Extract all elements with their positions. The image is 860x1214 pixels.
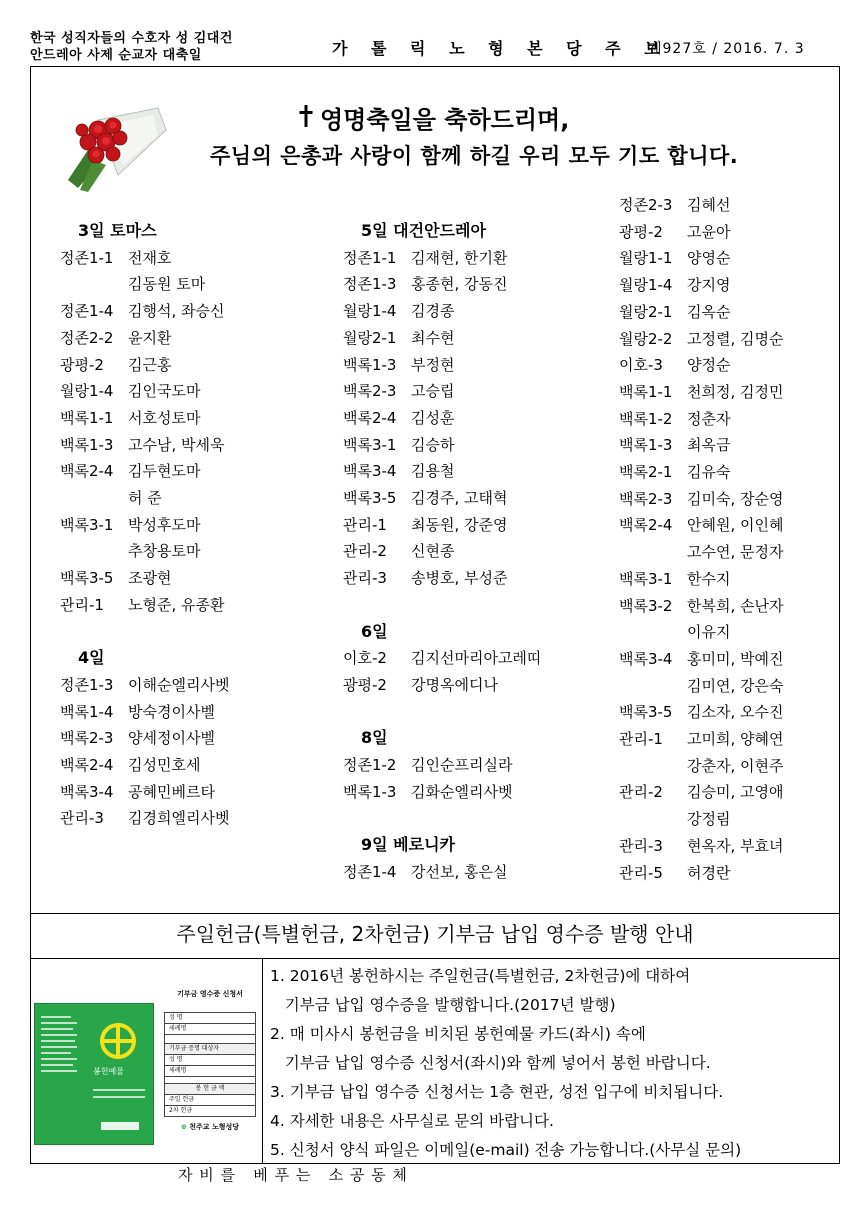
feast-entry bbox=[343, 405, 541, 432]
feast-entry bbox=[60, 565, 229, 592]
member-names: 이유지 bbox=[687, 623, 731, 642]
feast-entry bbox=[60, 378, 229, 405]
feast-entry bbox=[343, 752, 541, 779]
feast-entry bbox=[60, 592, 229, 619]
member-names: 김경희엘리사벳 bbox=[128, 809, 230, 828]
parish-zone: 백록1-3 bbox=[60, 435, 114, 454]
member-names: 강지영 bbox=[687, 276, 731, 295]
section-divider bbox=[30, 958, 840, 959]
feast-entry bbox=[60, 512, 229, 539]
parish-zone: 정존1-1 bbox=[343, 248, 397, 267]
member-names: 김근홍 bbox=[128, 355, 172, 374]
member-names: 허경란 bbox=[687, 863, 731, 882]
member-names: 김승하 bbox=[411, 435, 455, 454]
parish-zone: 백록3-4 bbox=[343, 462, 397, 481]
member-names: 고정렬, 김명순 bbox=[687, 329, 784, 348]
form-row: 주일 헌금 bbox=[165, 1095, 255, 1106]
parish-zone: 백록1-3 bbox=[343, 355, 397, 374]
footer-text: 자 비 를 베 푸 는 소 공 동 체 bbox=[178, 1166, 408, 1184]
parish-zone: 관리-1 bbox=[343, 515, 387, 534]
parish-zone: 백록2-1 bbox=[619, 463, 673, 482]
member-names: 김성훈 bbox=[411, 408, 455, 427]
parish-zone: 백록3-5 bbox=[60, 569, 114, 588]
feast-entry bbox=[60, 458, 229, 485]
feast-entry bbox=[343, 325, 541, 352]
form-footer-text: 천주교 노형성당 bbox=[189, 1123, 240, 1131]
member-names: 김소자, 오수진 bbox=[687, 703, 784, 722]
feast-entry bbox=[619, 860, 783, 887]
parish-zone: 정존1-1 bbox=[60, 248, 114, 267]
feast-entry bbox=[619, 379, 783, 406]
member-names: 김옥순 bbox=[687, 302, 731, 321]
spacer bbox=[343, 592, 541, 619]
parish-zone: 광평-2 bbox=[60, 355, 104, 374]
member-names: 김성민호세 bbox=[128, 756, 201, 775]
member-names: 고윤아 bbox=[687, 222, 731, 241]
feast-entry bbox=[619, 512, 783, 539]
feast-entry bbox=[619, 593, 783, 620]
feast-entry bbox=[619, 459, 783, 486]
feast-entry bbox=[619, 245, 783, 272]
parish-zone: 관리-2 bbox=[619, 783, 663, 802]
parish-zone: 광평-2 bbox=[619, 222, 663, 241]
issue-number: 제927호 / 2016. 7. 3 bbox=[648, 41, 805, 57]
member-names: 김인국도마 bbox=[128, 382, 201, 401]
feast-entry bbox=[343, 672, 541, 699]
feast-entry bbox=[343, 458, 541, 485]
member-names: 고수연, 문정자 bbox=[687, 543, 784, 562]
member-names: 고수남, 박세욱 bbox=[128, 435, 225, 454]
member-names: 허 준 bbox=[128, 489, 162, 508]
receipt-form bbox=[164, 990, 256, 1150]
feast-entry bbox=[619, 192, 783, 219]
feast-entry bbox=[343, 352, 541, 379]
feast-entry bbox=[619, 272, 783, 299]
member-names: 송병호, 부성준 bbox=[411, 569, 508, 588]
member-names: 신현종 bbox=[411, 542, 455, 561]
parish-zone: 정존1-3 bbox=[60, 675, 114, 694]
day-heading: 5일 대건안드레아 bbox=[361, 221, 486, 240]
feast-entry bbox=[619, 299, 783, 326]
feast-entry bbox=[60, 325, 229, 352]
flower-bouquet-icon bbox=[58, 100, 168, 195]
parish-zone: 백록1-4 bbox=[60, 702, 114, 721]
form-row: 2차 헌금 bbox=[169, 1107, 193, 1114]
parish-zone: 백록3-4 bbox=[60, 782, 114, 801]
cross-icon bbox=[298, 104, 314, 128]
notice-title: 주일헌금(특별헌금, 2차헌금) 기부금 납입 영수증 발행 안내 bbox=[176, 922, 694, 946]
parish-zone: 백록3-4 bbox=[619, 649, 673, 668]
parish-zone: 관리-1 bbox=[60, 595, 104, 614]
feast-list-column-2 bbox=[343, 218, 541, 886]
notice-item: 기부금 납입 영수증 신청서(좌시)와 함께 넣어서 봉헌 바랍니다. bbox=[270, 1054, 711, 1072]
parish-zone: 백록3-2 bbox=[619, 596, 673, 615]
feast-entry bbox=[619, 673, 783, 700]
feast-entry bbox=[343, 859, 541, 886]
parish-zone: 백록2-3 bbox=[343, 382, 397, 401]
member-names: 부정현 bbox=[411, 355, 455, 374]
card-text-lines bbox=[41, 1012, 81, 1124]
member-names: 김승미, 고영애 bbox=[687, 783, 784, 802]
parish-zone: 백록2-4 bbox=[619, 516, 673, 535]
card-label: 봉헌예물 bbox=[93, 1067, 124, 1076]
member-names: 안혜원, 이인혜 bbox=[687, 516, 784, 535]
member-names: 김혜선 bbox=[687, 196, 731, 214]
member-names: 조광현 bbox=[128, 569, 172, 588]
member-names: 김인순프리실라 bbox=[411, 756, 513, 775]
parish-zone: 광평-2 bbox=[343, 675, 387, 694]
feast-entry bbox=[619, 539, 783, 566]
form-row: 성 명 bbox=[165, 1013, 255, 1024]
parish-zone: 백록2-4 bbox=[60, 462, 114, 481]
feast-entry bbox=[60, 779, 229, 806]
form-row: 성 명 bbox=[165, 1055, 255, 1066]
greeting-subheading: 주님의 은총과 사랑이 함께 하길 우리 모두 기도 합니다. bbox=[210, 144, 739, 168]
member-names: 노형준, 유종환 bbox=[128, 595, 225, 614]
member-names: 한복희, 손난자 bbox=[687, 596, 784, 615]
member-names: 한수지 bbox=[687, 569, 731, 588]
feast-entry bbox=[619, 779, 783, 806]
bulletin-name: 가 톨 릭 노 형 본 당 주 보 bbox=[332, 39, 669, 58]
member-names: 양정순 bbox=[687, 356, 731, 375]
parish-zone: 백록1-3 bbox=[619, 436, 673, 455]
form-table bbox=[164, 1012, 256, 1117]
form-title: 기부금 영수증 신청서 bbox=[177, 990, 243, 998]
member-names: 이해순엘리사벳 bbox=[128, 675, 230, 694]
feast-entry bbox=[619, 486, 783, 513]
feast-entry bbox=[60, 298, 229, 325]
member-names: 김두현도마 bbox=[128, 462, 201, 481]
feast-entry bbox=[60, 405, 229, 432]
parish-zone: 월랑1-4 bbox=[619, 276, 673, 295]
notice-item: 4. 자세한 내용은 사무실로 문의 바랍니다. bbox=[270, 1112, 554, 1130]
member-names: 김경주, 고태혁 bbox=[411, 489, 508, 508]
feast-title-line2: 안드레아 사제 순교자 대축일 bbox=[30, 48, 202, 63]
form-row: 기부금 증명 대상자 bbox=[165, 1044, 255, 1055]
parish-zone: 백록3-1 bbox=[619, 569, 673, 588]
member-names: 추창용토마 bbox=[128, 542, 201, 561]
feast-entry bbox=[60, 432, 229, 459]
feast-list-column-1 bbox=[60, 218, 229, 832]
spacer bbox=[60, 619, 229, 646]
parish-zone: 정존1-2 bbox=[343, 756, 397, 775]
parish-zone: 정존1-4 bbox=[343, 862, 397, 881]
parish-zone: 월랑2-1 bbox=[343, 328, 397, 347]
parish-zone: 정존1-3 bbox=[343, 275, 397, 294]
feast-entry bbox=[343, 538, 541, 565]
feast-entry bbox=[619, 352, 783, 379]
parish-zone: 관리-3 bbox=[343, 569, 387, 588]
feast-title bbox=[30, 30, 233, 64]
day-heading: 3일 토마스 bbox=[78, 221, 157, 240]
member-names: 최수현 bbox=[411, 328, 455, 347]
cross-circle-icon bbox=[99, 1022, 137, 1060]
member-names: 김재현, 한기환 bbox=[411, 248, 508, 267]
member-names: 김동원 토마 bbox=[128, 275, 206, 294]
member-names: 최동원, 강준영 bbox=[411, 515, 508, 534]
member-names: 김행석, 좌승신 bbox=[128, 302, 225, 321]
feast-entry bbox=[619, 326, 783, 353]
parish-zone: 백록1-2 bbox=[619, 409, 673, 428]
day-heading: 4일 bbox=[78, 648, 105, 668]
parish-zone: 백록1-1 bbox=[60, 408, 114, 427]
feast-entry bbox=[60, 352, 229, 379]
feast-entry bbox=[343, 271, 541, 298]
member-names: 강명옥에디나 bbox=[411, 675, 498, 694]
member-names: 고미희, 양혜연 bbox=[687, 730, 784, 749]
feast-entry bbox=[60, 672, 229, 699]
notice-item: 2. 매 미사시 봉헌금을 비치된 봉헌예물 카드(좌시) 속에 bbox=[270, 1025, 646, 1043]
parish-zone: 정존2-3 bbox=[619, 196, 673, 214]
parish-zone: 백록3-1 bbox=[60, 515, 114, 534]
parish-zone: 관리-3 bbox=[619, 836, 663, 855]
member-names: 최옥금 bbox=[687, 436, 731, 455]
feast-entry bbox=[343, 645, 541, 672]
parish-zone: 월랑1-1 bbox=[619, 249, 673, 268]
feast-entry bbox=[343, 565, 541, 592]
parish-logo-icon: ⊕ bbox=[180, 1123, 187, 1131]
spacer bbox=[343, 805, 541, 832]
feast-entry bbox=[619, 806, 783, 833]
parish-zone: 월랑2-2 bbox=[619, 329, 673, 348]
member-names: 정춘자 bbox=[687, 409, 731, 428]
feast-entry bbox=[619, 753, 783, 780]
feast-entry bbox=[619, 726, 783, 753]
feast-entry bbox=[60, 485, 229, 512]
parish-zone: 월랑1-4 bbox=[60, 382, 114, 401]
member-names: 윤지환 bbox=[128, 328, 172, 347]
feast-entry bbox=[619, 699, 783, 726]
form-footer bbox=[164, 1123, 256, 1131]
feast-entry bbox=[619, 566, 783, 593]
form-row: 봉 헌 금 액 bbox=[165, 1084, 255, 1095]
member-names: 김용철 bbox=[411, 462, 455, 481]
notice-item: 5. 신청서 양식 파일은 이메일(e-mail) 전송 가능합니다.(사무실 문의) bbox=[270, 1141, 742, 1159]
feast-entry bbox=[619, 219, 783, 246]
feast-entry bbox=[619, 406, 783, 433]
member-names: 김경종 bbox=[411, 302, 455, 321]
parish-zone: 월랑2-1 bbox=[619, 302, 673, 321]
form-row: 세례명 bbox=[165, 1066, 255, 1077]
member-names: 김화순엘리사벳 bbox=[411, 782, 513, 801]
parish-zone: 백록3-1 bbox=[343, 435, 397, 454]
member-names: 전재호 bbox=[128, 248, 172, 267]
day-heading: 6일 bbox=[361, 621, 388, 641]
member-names: 김미숙, 장순영 bbox=[687, 489, 784, 508]
greeting-heading: 영명축일을 축하드리며, bbox=[320, 106, 570, 134]
member-names: 방숙경이사벨 bbox=[128, 702, 215, 721]
day-heading: 9일 베로니카 bbox=[361, 835, 455, 855]
offering-card bbox=[34, 1003, 154, 1145]
feast-entry bbox=[343, 245, 541, 272]
feast-entry bbox=[619, 432, 783, 459]
feast-entry bbox=[343, 432, 541, 459]
notice-item: 3. 기부금 납입 영수증 신청서는 1층 현관, 성전 입구에 비치됩니다. bbox=[270, 1083, 724, 1101]
parish-zone: 관리-5 bbox=[619, 863, 663, 882]
parish-zone: 정존1-4 bbox=[60, 302, 114, 321]
feast-entry bbox=[60, 245, 229, 272]
member-names: 김미연, 강은숙 bbox=[687, 676, 784, 695]
feast-entry bbox=[619, 833, 783, 860]
member-names: 홍종현, 강동진 bbox=[411, 275, 508, 294]
parish-zone: 관리-1 bbox=[619, 730, 663, 749]
member-names: 현옥자, 부효녀 bbox=[687, 836, 784, 855]
column-divider bbox=[262, 958, 263, 1164]
parish-zone: 백록2-3 bbox=[60, 729, 114, 748]
feast-title-line1: 한국 성직자들의 수호자 성 김대건 bbox=[30, 31, 233, 46]
member-names: 공혜민베르타 bbox=[128, 782, 215, 801]
feast-entry bbox=[60, 725, 229, 752]
feast-entry bbox=[60, 271, 229, 298]
member-names: 강정림 bbox=[687, 810, 731, 829]
member-names: 김지선마리아고레띠 bbox=[411, 649, 542, 668]
form-row: 세례명 bbox=[165, 1024, 255, 1035]
member-names: 양영순 bbox=[687, 249, 731, 268]
day-heading: 8일 bbox=[361, 728, 388, 748]
member-names: 홍미미, 박예진 bbox=[687, 649, 784, 668]
section-divider bbox=[30, 913, 840, 914]
parish-zone: 이호-2 bbox=[343, 649, 387, 668]
feast-entry bbox=[343, 779, 541, 806]
spacer bbox=[343, 699, 541, 726]
parish-zone: 관리-2 bbox=[343, 542, 387, 561]
notice-item: 기부금 납입 영수증을 발행합니다.(2017년 발행) bbox=[270, 996, 616, 1014]
feast-entry bbox=[343, 485, 541, 512]
parish-zone: 백록2-4 bbox=[60, 756, 114, 775]
feast-entry bbox=[60, 538, 229, 565]
parish-zone: 정존2-2 bbox=[60, 328, 114, 347]
feast-entry bbox=[343, 512, 541, 539]
member-names: 고승립 bbox=[411, 382, 455, 401]
parish-zone: 관리-3 bbox=[60, 809, 104, 828]
member-names: 양세정이사벨 bbox=[128, 729, 215, 748]
feast-entry bbox=[60, 752, 229, 779]
feast-entry bbox=[60, 699, 229, 726]
parish-zone: 백록1-3 bbox=[343, 782, 397, 801]
feast-entry bbox=[619, 619, 783, 646]
notice-item: 1. 2016년 봉헌하시는 주일헌금(특별헌금, 2차헌금)에 대하여 bbox=[270, 967, 691, 985]
member-names: 서호성토마 bbox=[128, 408, 201, 427]
parish-zone: 이호-3 bbox=[619, 356, 663, 375]
parish-zone: 백록1-1 bbox=[619, 382, 673, 401]
member-names: 강춘자, 이현주 bbox=[687, 756, 784, 775]
parish-zone: 백록2-4 bbox=[343, 408, 397, 427]
feast-entry bbox=[343, 378, 541, 405]
parish-zone: 백록2-3 bbox=[619, 489, 673, 508]
feast-entry bbox=[619, 646, 783, 673]
footer-motto bbox=[178, 1164, 408, 1185]
feast-list-column-3 bbox=[619, 192, 783, 886]
member-names: 강선보, 홍은실 bbox=[411, 862, 508, 881]
feast-entry bbox=[60, 805, 229, 832]
parish-zone: 백록3-5 bbox=[619, 703, 673, 722]
feast-entry bbox=[343, 298, 541, 325]
parish-zone: 백록3-5 bbox=[343, 489, 397, 508]
member-names: 박성후도마 bbox=[128, 515, 201, 534]
member-names: 천희정, 김정민 bbox=[687, 382, 784, 401]
member-names: 김유숙 bbox=[687, 463, 731, 482]
notice-list bbox=[270, 962, 741, 1165]
parish-zone: 월랑1-4 bbox=[343, 302, 397, 321]
